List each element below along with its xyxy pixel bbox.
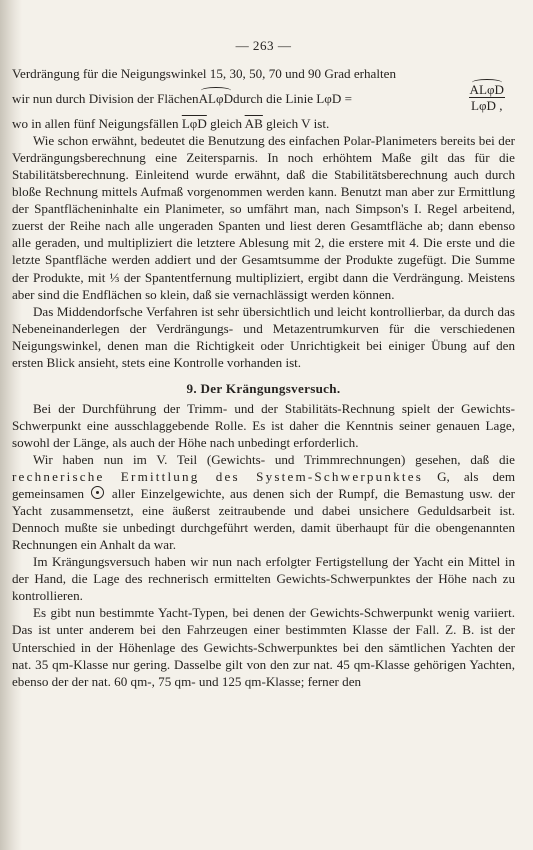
line3-overlined-ab: $\overline{AB}$	[244, 116, 263, 132]
paragraph-kraengungsversuch: Im Krängungsversuch haben wir nun nach erfolgter Fertigstellung der Yacht ein Mittel in der Hand, die Lage des rechnerisch ermittelten Gewichts-Schwerpunktes der Höhe nach zu kontrollieren.	[12, 554, 515, 604]
para4-text-b: G, als dem gemeinsamen	[12, 469, 516, 502]
fraction-denominator-text: LφD	[470, 98, 496, 114]
fraction-numerator	[469, 82, 505, 98]
paragraph-yacht-typen: Es gibt nun bestimmte Yacht-Typen, bei denen der Gewichts-Schwerpunkt wenig variiert. Das ist unter anderem bei den Fahrzeugen einer bestimmten Klasse der Fall. Z. B. ist der Unterschied in der Höhenlage des Gewichts-Schwerpunktes bei den sämtlichen Yachten der nat. 35 qm-Klasse nur gering. Dasselbe gilt von den zur nat. 45 qm-Klasse gehörigen Yachten, ebenso der der nat. 60 qm-, 75 qm- und 125 qm-Klasse; ferner den	[12, 605, 515, 689]
paragraph-planimeter: Wie schon erwähnt, bedeutet die Benutzung des einfachen Polar-Planimeters bereits bei der Verdrängungsberechnung eine Zeitersparnis. In noch erhöhtem Maße gilt das für die Stabilitätsberechnung. Einleitend wurde erwähnt, daß die Stabilitätsberechnung auch durch bloße Rechnung mittels Aufmaß vorgenommen werden kann. Benutzt man aber zur Ermittlung der Spantflächeninhalte ein Planimeter, so umfährt man, nach Simpson's I. Regel arbeitend, zuerst der Reihe nach alle ungeraden Spanten und liest deren Gesamtfläche ab; dann ebenso alle geraden, und multipliziert die letztere Ablesung mit 2, die erstere mit 4. Die erste und die letzte Spantfläche werden addiert und der Gesamtsumme der Produkte zugefügt. Die Summe der Produkte, mit ⅓ der Spantentfernung multipliziert, ergibt dann die Verdrängung. Meistens aber sind die Endflächen so klein, daß sie vernachlässigt werden können.	[12, 133, 515, 302]
line3-text-c: gleich V ist.	[262, 116, 330, 132]
formula-line	[12, 82, 515, 115]
line3-overlined-lphid: $\overline{L\varphi D}$	[181, 116, 207, 132]
page-text-block	[12, 37, 515, 690]
formula-text-a: wir nun durch Division der Flächen	[12, 91, 199, 107]
center-of-gravity-icon	[91, 486, 104, 499]
text-line-1: Verdrängung für die Neigungswinkel 15, 30, 50, 70 und 90 Grad erhalten	[12, 66, 396, 82]
paragraph-middendorf: Das Middendorfsche Verfahren ist sehr übersichtlich und leicht kontrollierbar, da durch das Nebeneinanderlegen der Verdrängungs- und Metazentrumkurven für die verschiedenen Neigungswinkel, denen man die Richtigkeit oder Unrichtigkeit bei einiger Übung auf den ersten Blick ansieht, stets eine Kontrolle vorhanden ist.	[12, 303, 515, 370]
text-line-3	[12, 115, 515, 132]
fraction-numerator-arc: ALφD	[469, 82, 504, 98]
fraction-comma: ,	[496, 98, 503, 114]
para4-text-a: Wir haben nun im V. Teil (Gewichts- und Trimmrechnungen) gesehen, daß die	[32, 451, 515, 467]
formula-text-b: durch die Linie LφD =	[233, 91, 352, 107]
paragraph-trimm: Bei der Durchführung der Trimm- und der Stabilitäts-Rechnung spielt der Gewichts-Schwerpunkt eine ausschlaggebende Rolle. Es ist daher die Kenntnis seiner genauen Lage, sowohl der Länge, als auch der Höhe nach unbedingt erforderlich.	[12, 400, 515, 450]
fraction-denominator	[471, 98, 503, 113]
para4-spaced-emphasis: rechnerische Ermittlung des System-Schwerpunktes	[12, 469, 424, 485]
paragraph-system-schwerpunkt	[12, 451, 515, 553]
line3-text-b: gleich	[206, 116, 245, 132]
line3-text-a: wo in allen fünf Neigungsfällen	[12, 116, 182, 132]
page-number: — 263 —	[235, 38, 292, 53]
section-heading: 9. Der Krängungsversuch.	[186, 380, 341, 396]
formula-arc-area: ALφD	[198, 91, 234, 107]
para4-text-c: aller Einzelgewichte, aus denen sich der Rumpf, die Bemastung usw. der Yacht zusammensetzt, eine äußerst zeitraubende und dabei unsichere Geduldsarbeit ist. Dennoch mußte sie unbedingt durchgeführt werden, damit überhaupt für die obengenannten Rechnungen ein Anhalt da war.	[12, 486, 516, 553]
formula-fraction	[469, 82, 505, 113]
